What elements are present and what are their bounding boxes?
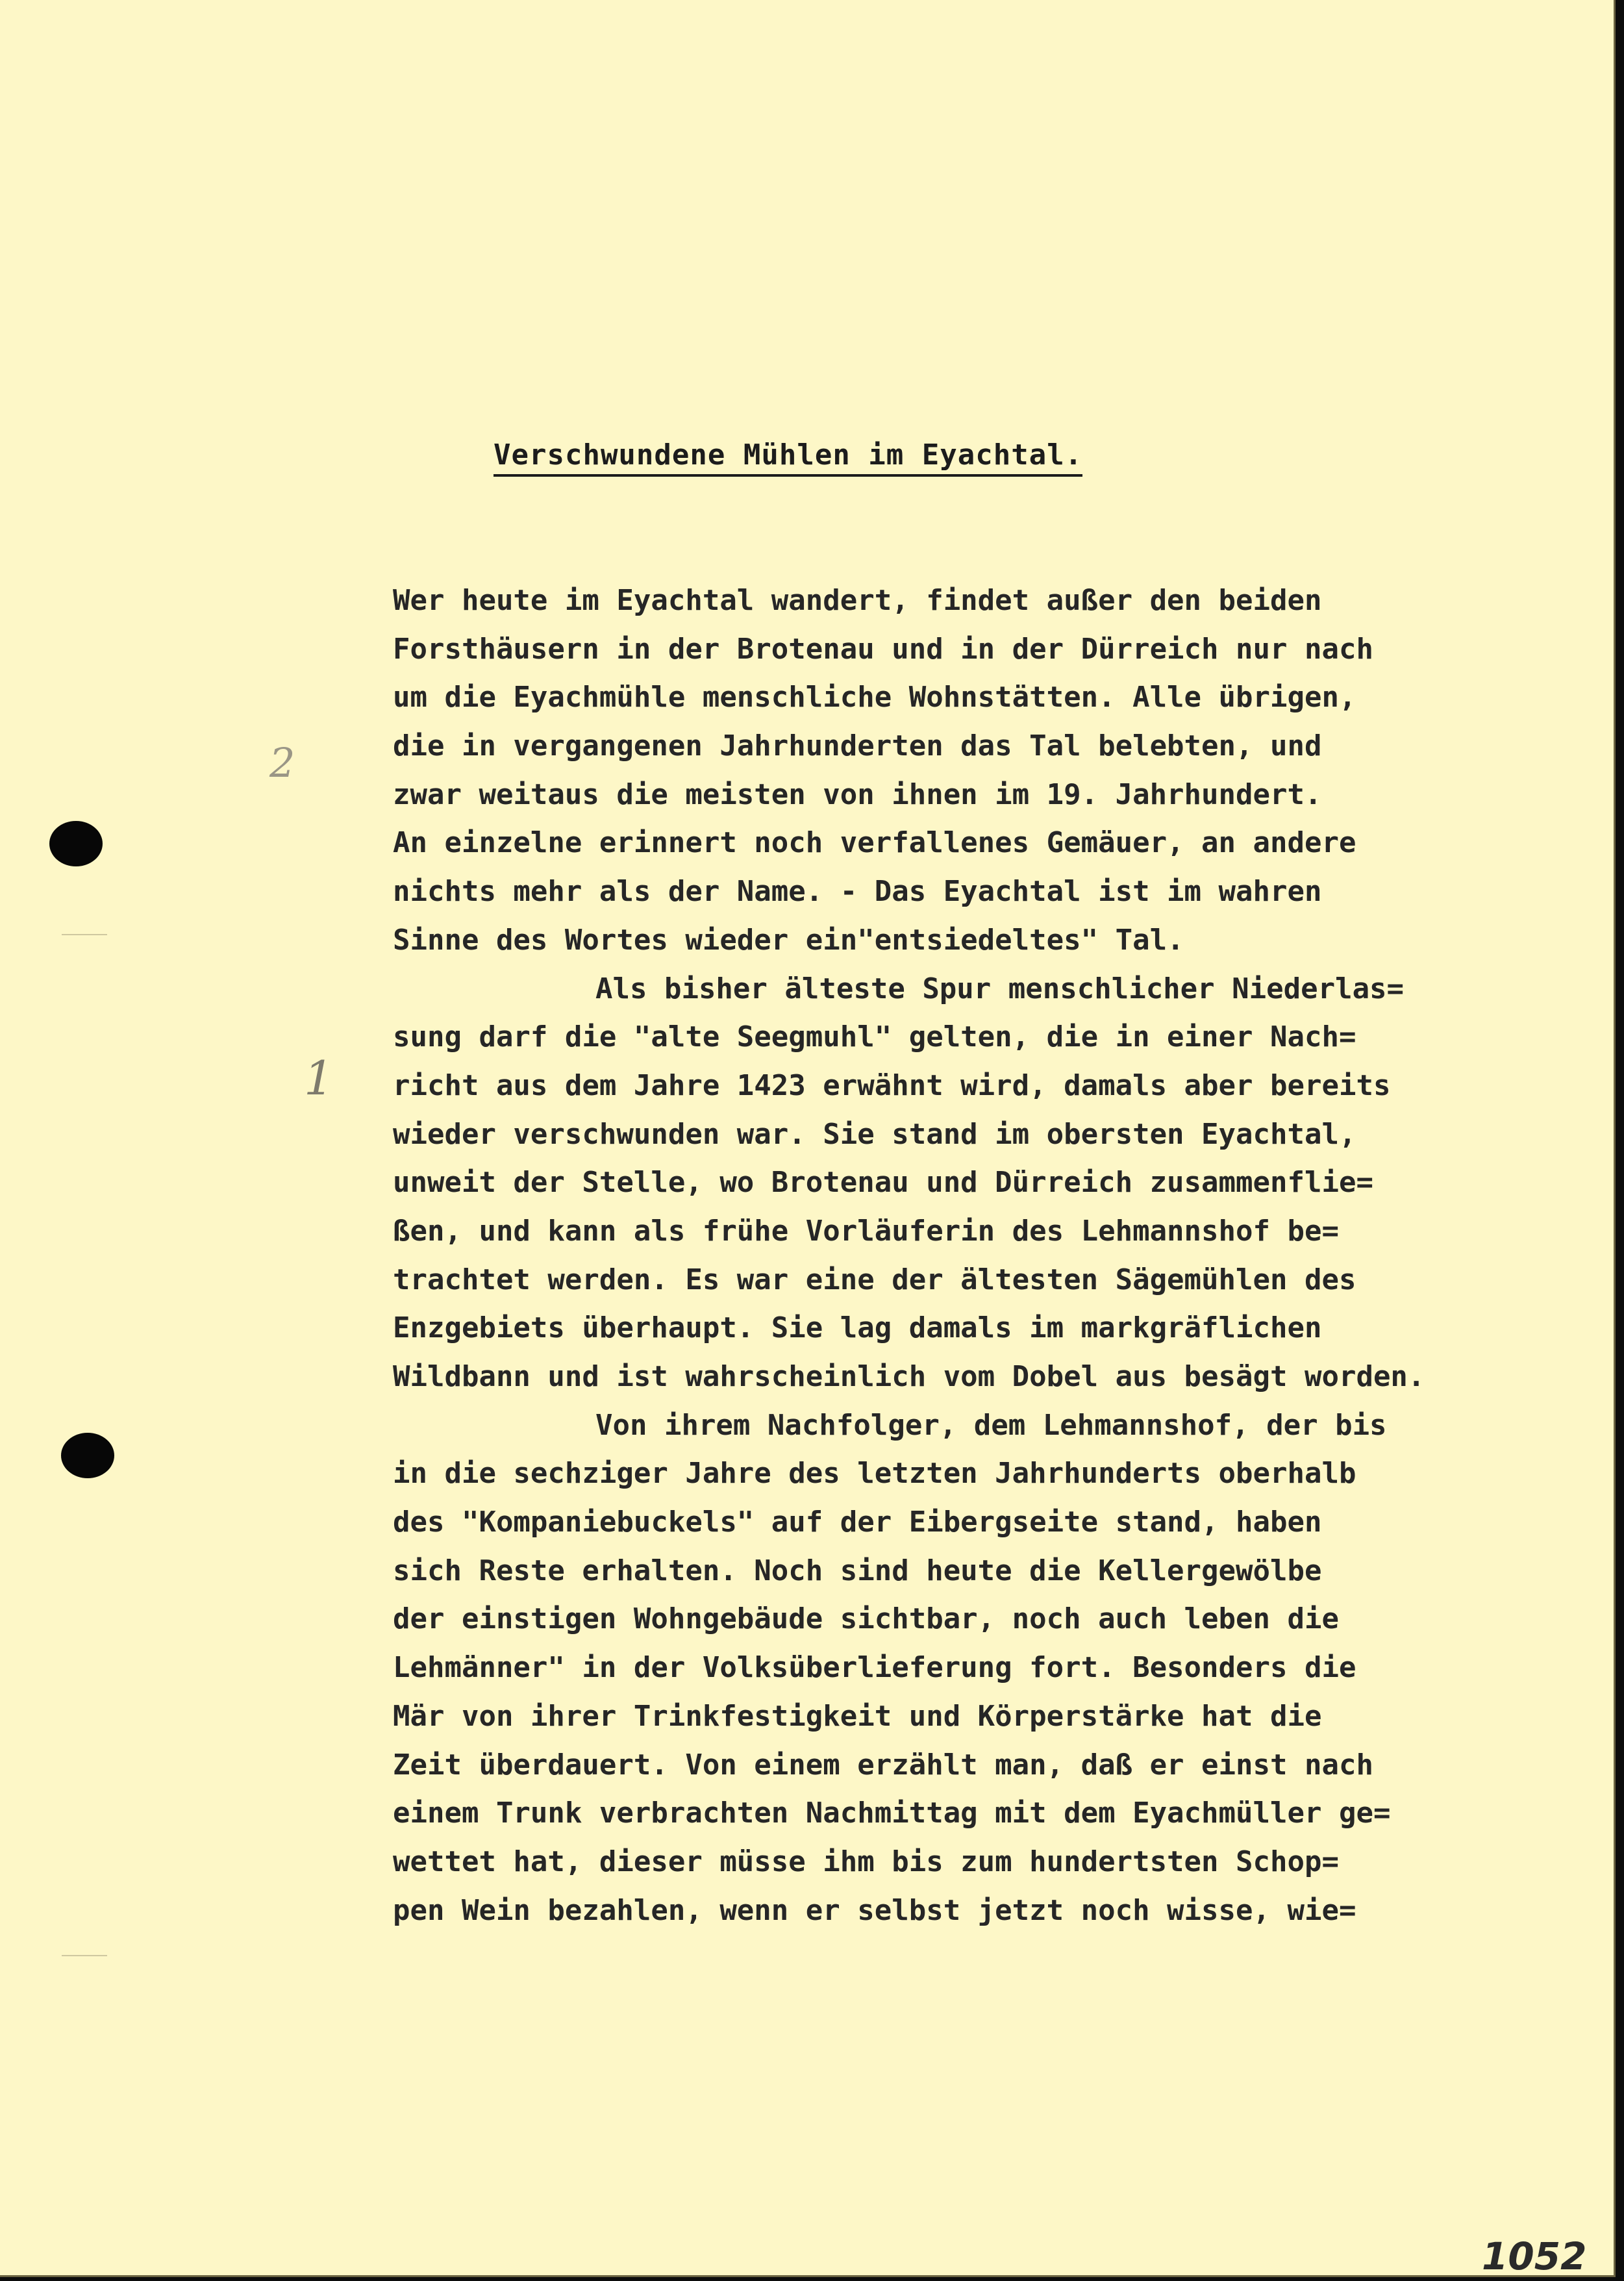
- punch-hole-lower: [61, 1433, 114, 1478]
- paragraph-start-line: Von ihrem Nachfolger, dem Lehmannshof, der bis: [595, 1408, 1387, 1442]
- text-line: sich Reste erhalten. Noch sind heute die Kellergewölbe: [393, 1554, 1322, 1587]
- body-text: [393, 577, 1594, 1935]
- text-line: unweit der Stelle, wo Brotenau und Dürreich zusammenflie=: [393, 1166, 1373, 1200]
- text-line: pen Wein bezahlen, wenn er selbst jetzt noch wisse, wie=: [393, 1893, 1356, 1927]
- text-line: um die Eyachmühle menschliche Wohnstätten. Alle übrigen,: [393, 681, 1356, 714]
- text-line: richt aus dem Jahre 1423 erwähnt wird, damals aber bereits: [393, 1068, 1391, 1102]
- text-line: wieder verschwunden war. Sie stand im obersten Eyachtal,: [393, 1117, 1356, 1151]
- text-line: Wer heute im Eyachtal wandert, findet außer den beiden: [393, 584, 1322, 617]
- text-line: sung darf die "alte Seegmuhl" gelten, die in einer Nach=: [393, 1020, 1356, 1054]
- text-line: in die sechziger Jahre des letzten Jahrhunderts oberhalb: [393, 1457, 1356, 1491]
- text-line: Forsthäusern in der Brotenau und in der Dürreich nur nach: [393, 632, 1373, 666]
- text-line: nichts mehr als der Name. - Das Eyachtal ist im wahren: [393, 875, 1322, 909]
- text-line: der einstigen Wohngebäude sichtbar, noch auch leben die: [393, 1602, 1339, 1636]
- punch-hole-upper: [49, 821, 103, 866]
- text-line: des "Kompaniebuckels" auf der Eibergseite stand, haben: [393, 1506, 1322, 1539]
- archive-page-number: 1052: [1482, 2234, 1587, 2278]
- fold-mark: [62, 1955, 107, 1956]
- faded-stamp: [1361, 40, 1461, 79]
- text-line: Lehmänner" in der Volksüberlieferung fort. Besonders die: [393, 1651, 1356, 1685]
- text-line: die in vergangenen Jahrhunderten das Tal belebten, und: [393, 729, 1322, 763]
- text-line: wettet hat, dieser müsse ihm bis zum hundertsten Schop=: [393, 1845, 1339, 1878]
- text-line: zwar weitaus die meisten von ihnen im 19. Jahrhundert.: [393, 777, 1322, 811]
- fold-mark: [62, 934, 107, 935]
- document-title: Verschwundene Mühlen im Eyachtal.: [493, 436, 1082, 477]
- text-line: einem Trunk verbrachten Nachmittag mit dem Eyachmüller ge=: [393, 1796, 1391, 1830]
- text-line: Mär von ihrer Trinkfestigkeit und Körperstärke hat die: [393, 1699, 1322, 1733]
- margin-mark-lower: 1: [304, 1051, 334, 1105]
- text-line: ßen, und kann als frühe Vorläuferin des Lehmannshof be=: [393, 1214, 1339, 1248]
- margin-mark-upper: 2: [269, 739, 295, 787]
- text-line: trachtet werden. Es war eine der ältesten Sägemühlen des: [393, 1263, 1356, 1296]
- text-line: Wildbann und ist wahrscheinlich vom Dobel aus besägt worden.: [393, 1360, 1425, 1393]
- paragraph-start-line: Als bisher älteste Spur menschlicher Niederlas=: [595, 972, 1405, 1005]
- text-line: Enzgebiets überhaupt. Sie lag damals im markgräflichen: [393, 1311, 1322, 1345]
- text-line: Sinne des Wortes wieder ein"entsiedeltes" Tal.: [393, 923, 1184, 957]
- text-line: Zeit überdauert. Von einem erzählt man, daß er einst nach: [393, 1748, 1373, 1782]
- text-line: An einzelne erinnert noch verfallenes Gemäuer, an andere: [393, 826, 1356, 860]
